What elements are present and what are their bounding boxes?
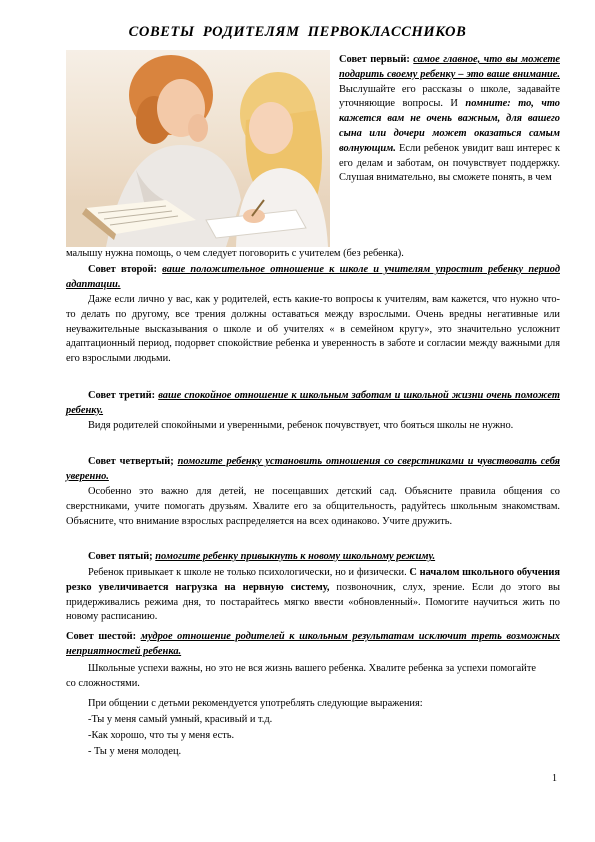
advice-1-text: Выслушайте его рассказы о школе, задавайте уточняющие вопросы. И [339, 83, 560, 110]
advice-2-label: Совет второй: [88, 264, 157, 275]
advice-1-label: Совет первый: [339, 54, 410, 65]
advice-5-text-2: позвоночник, слух, зрение. Если до этого вы придерживались режима дня, то постарайтесь мягко ввести «обновленный». Помогите научиться жить по новому расписанию. [66, 581, 560, 623]
advice-2-heading [66, 263, 560, 293]
advice-5-text [66, 566, 560, 625]
advice-6-intro: При общении с детьми рекомендуется употреблять следующие выражения: [88, 698, 423, 709]
advice-1-text-2: Если ребенок увидит ваш интерес к его делам и заботам, он почувствует поддержку. Слушая внимательно, вы сможете понять, в чем [339, 142, 560, 184]
advice-5-bold: С началом школьного обучения резко увеличивается нагрузка на нервную систему, [66, 567, 560, 593]
advice-1-emphasis-2: помните: то, что кажется вам не очень важным, для вашего сына или дочери может оказаться самым волнующим. [339, 98, 560, 154]
advice-5-text-1: Ребенок привыкает к школе не только психологически, но и физически. [88, 567, 407, 578]
advice-5-emphasis: помогите ребенку привыкнуть к новому школьному режиму. [155, 551, 436, 562]
advice-6-emphasis: мудрое отношение родителей к школьным результатам исключит треть возможных неприятностей ребенка. [66, 631, 560, 657]
advice-6-heading [66, 630, 560, 660]
page-number: 1 [552, 773, 557, 784]
advice-3-heading [66, 389, 560, 419]
advice-6-text: Школьные успехи важны, но это не вся жизнь вашего ребенка. Хвалите ребенка за успехи помогайте со сложностями. [66, 663, 536, 689]
advice-1-emphasis: самое главное, что вы можете подарить своему ребенку – это ваше внимание. [339, 54, 560, 80]
mother-daughter-photo [66, 50, 330, 247]
phrase-1: -Ты у меня самый умный, красивый и т.д. [88, 714, 273, 725]
advice-5-label: Совет пятый; [88, 551, 153, 562]
advice-1-paragraph [339, 53, 560, 186]
advice-2-text: Даже если лично у вас, как у родителей, есть какие-то вопросы к учителям, вам кажется, что нужно что-то делать по другому, все трения должны оставаться между взрослыми. Очень вредны негативные или неуважительные высказывания о школе и об учителях « в семейном кругу», это значительно усложнит адаптационный период, подорвет спокойствие ребенка и уверенность в заботе и согласии между важными для его взрослыми людьми. [66, 294, 560, 365]
advice-2-emphasis: ваше положительное отношение к школе и учителям упростит ребенку период адаптации. [66, 264, 560, 290]
phrase-3: - Ты у меня молодец. [88, 746, 182, 757]
advice-4-label: Совет четвертый; [88, 456, 174, 467]
phrase-2: -Как хорошо, что ты у меня есть. [88, 730, 235, 741]
advice-1-continued: малышу нужна помощь, о чем следует поговорить с учителем (без ребенка). [66, 248, 404, 259]
page-title: СОВЕТЫ РОДИТЕЛЯМ ПЕРВОКЛАССНИКОВ [128, 24, 467, 40]
advice-3-text: Видя родителей спокойными и уверенными, ребенок почувствует, что бояться школы не нужно. [88, 420, 514, 431]
advice-6-label: Совет шестой: [66, 631, 137, 642]
advice-4-text: Особенно это важно для детей, не посещавших детский сад. Объясните правила общения со сверстниками, учите помогать друзьям. Хвалите его за общительность, радуйтесь школьным знакомствам. Объясните, что внимание взрослых распределяется на всех одинаково. Учите дружить. [66, 486, 560, 527]
advice-3-label: Совет третий: [88, 390, 156, 401]
advice-3-emphasis: ваше спокойное отношение к школьным заботам и школьной жизни очень поможет ребенку. [66, 390, 560, 416]
advice-5-heading [66, 550, 560, 565]
photo-illustration [66, 50, 330, 247]
advice-4-heading [66, 455, 560, 485]
advice-4-emphasis: помогите ребенку установить отношения со сверстниками и чувствовать себя уверенно. [66, 456, 560, 482]
